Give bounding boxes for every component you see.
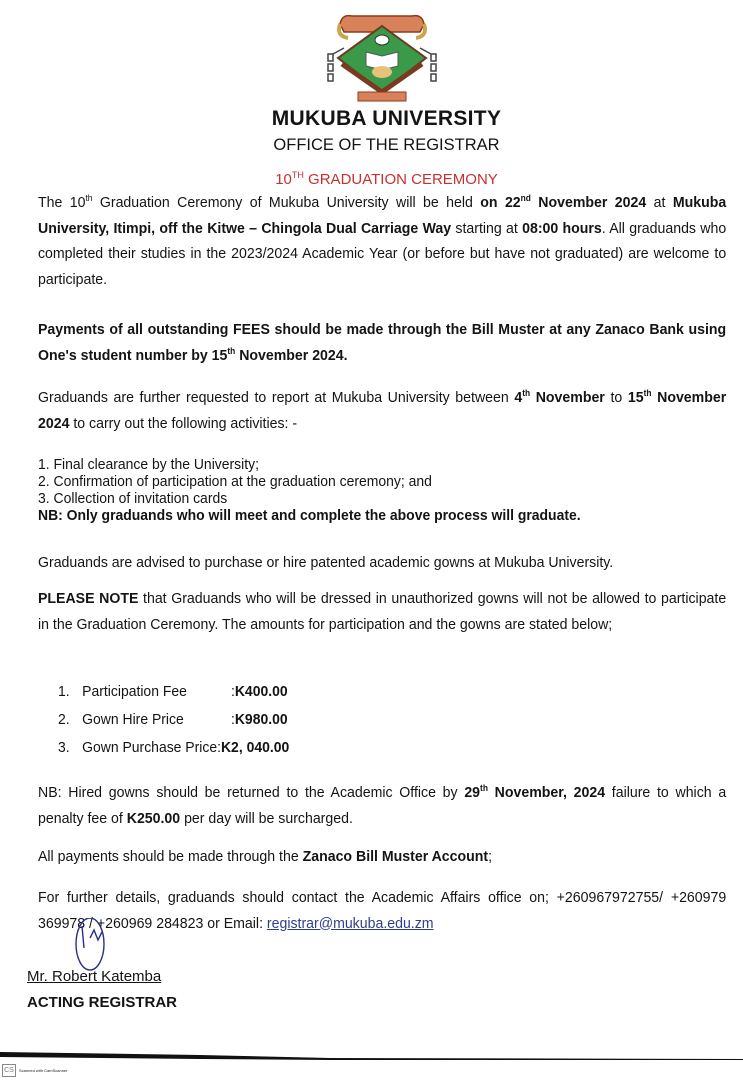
- paragraph-please-note: PLEASE NOTE that Graduands who will be dressed in unauthorized gowns will not be allowed to participate in the Graduation Ceremony. The amounts for participation and the gowns are stated below;: [38, 590, 727, 633]
- paragraph-payments-account: All payments should be made through the Zanaco Bill Muster Account;: [38, 848, 493, 865]
- signatory-name: Mr. Robert Katemba: [27, 968, 162, 985]
- paragraph-gowns-advice: Graduands are advised to purchase or hire patented academic gowns at Mukuba University.: [38, 554, 614, 571]
- activity-item: 2. Confirmation of participation at the graduation ceremony; and: [38, 473, 432, 490]
- activity-item: 3. Collection of invitation cards: [38, 490, 228, 507]
- email-link[interactable]: registrar@mukuba.edu.zm: [266, 914, 434, 932]
- university-crest-logo: [322, 8, 442, 104]
- university-name: MUKUBA UNIVERSITY: [271, 107, 502, 130]
- paragraph-gown-return: NB: Hired gowns should be returned to the Academic Office by 29th November, 2024 failure to which a penalty fee of K250.00 per day will be surcharged.: [38, 782, 727, 827]
- paragraph-contact: For further details, graduands should contact the Academic Affairs office on; +260967972755/ +260979 369978 / +260969 284823 or Email: registrar@mukuba.edu.zm: [38, 889, 727, 932]
- nb-notice: NB: Only graduands who will meet and complete the above process will graduate.: [38, 507, 581, 524]
- activities-list: [38, 456, 743, 524]
- fee-item: 2. Gown Hire Price : K980.00: [58, 710, 288, 728]
- office-name: OFFICE OF THE REGISTRAR: [273, 136, 500, 154]
- paragraph-reporting: Graduands are further requested to report at Mukuba University between 4th November to 15th November 2024 to carry out the following activities: -: [38, 387, 727, 432]
- signatory-title: ACTING REGISTRAR: [27, 994, 177, 1011]
- ceremony-title: 10TH GRADUATION CEREMONY: [275, 170, 498, 188]
- camscanner-icon: CS: [2, 1064, 16, 1077]
- activity-item: 1. Final clearance by the University;: [38, 456, 259, 473]
- footer-rule: [0, 1050, 743, 1062]
- paragraph-fees-payment: Payments of all outstanding FEES should be made through the Bill Muster at any Zanaco Bank using One's student number by 15th November 2024.: [38, 321, 727, 364]
- paragraph-ceremony-details: The 10th Graduation Ceremony of Mukuba University will be held on 22nd November 2024 at Mukuba University, Itimpi, off the Kitwe – Chingola Dual Carriage Way starting at 08:00 hours. All graduands who completed their studies in the 2023/2024 Academic Year (or before but have not graduated) are welcome to participate.: [38, 192, 727, 288]
- fee-item: 3. Gown Purchase Price : K2, 040.00: [58, 738, 290, 756]
- fees-list: [58, 677, 458, 761]
- camscanner-watermark: [2, 1064, 67, 1077]
- camscanner-text: Scanned with CamScanner: [19, 1068, 68, 1073]
- fee-item: 1. Participation Fee : K400.00: [58, 682, 288, 700]
